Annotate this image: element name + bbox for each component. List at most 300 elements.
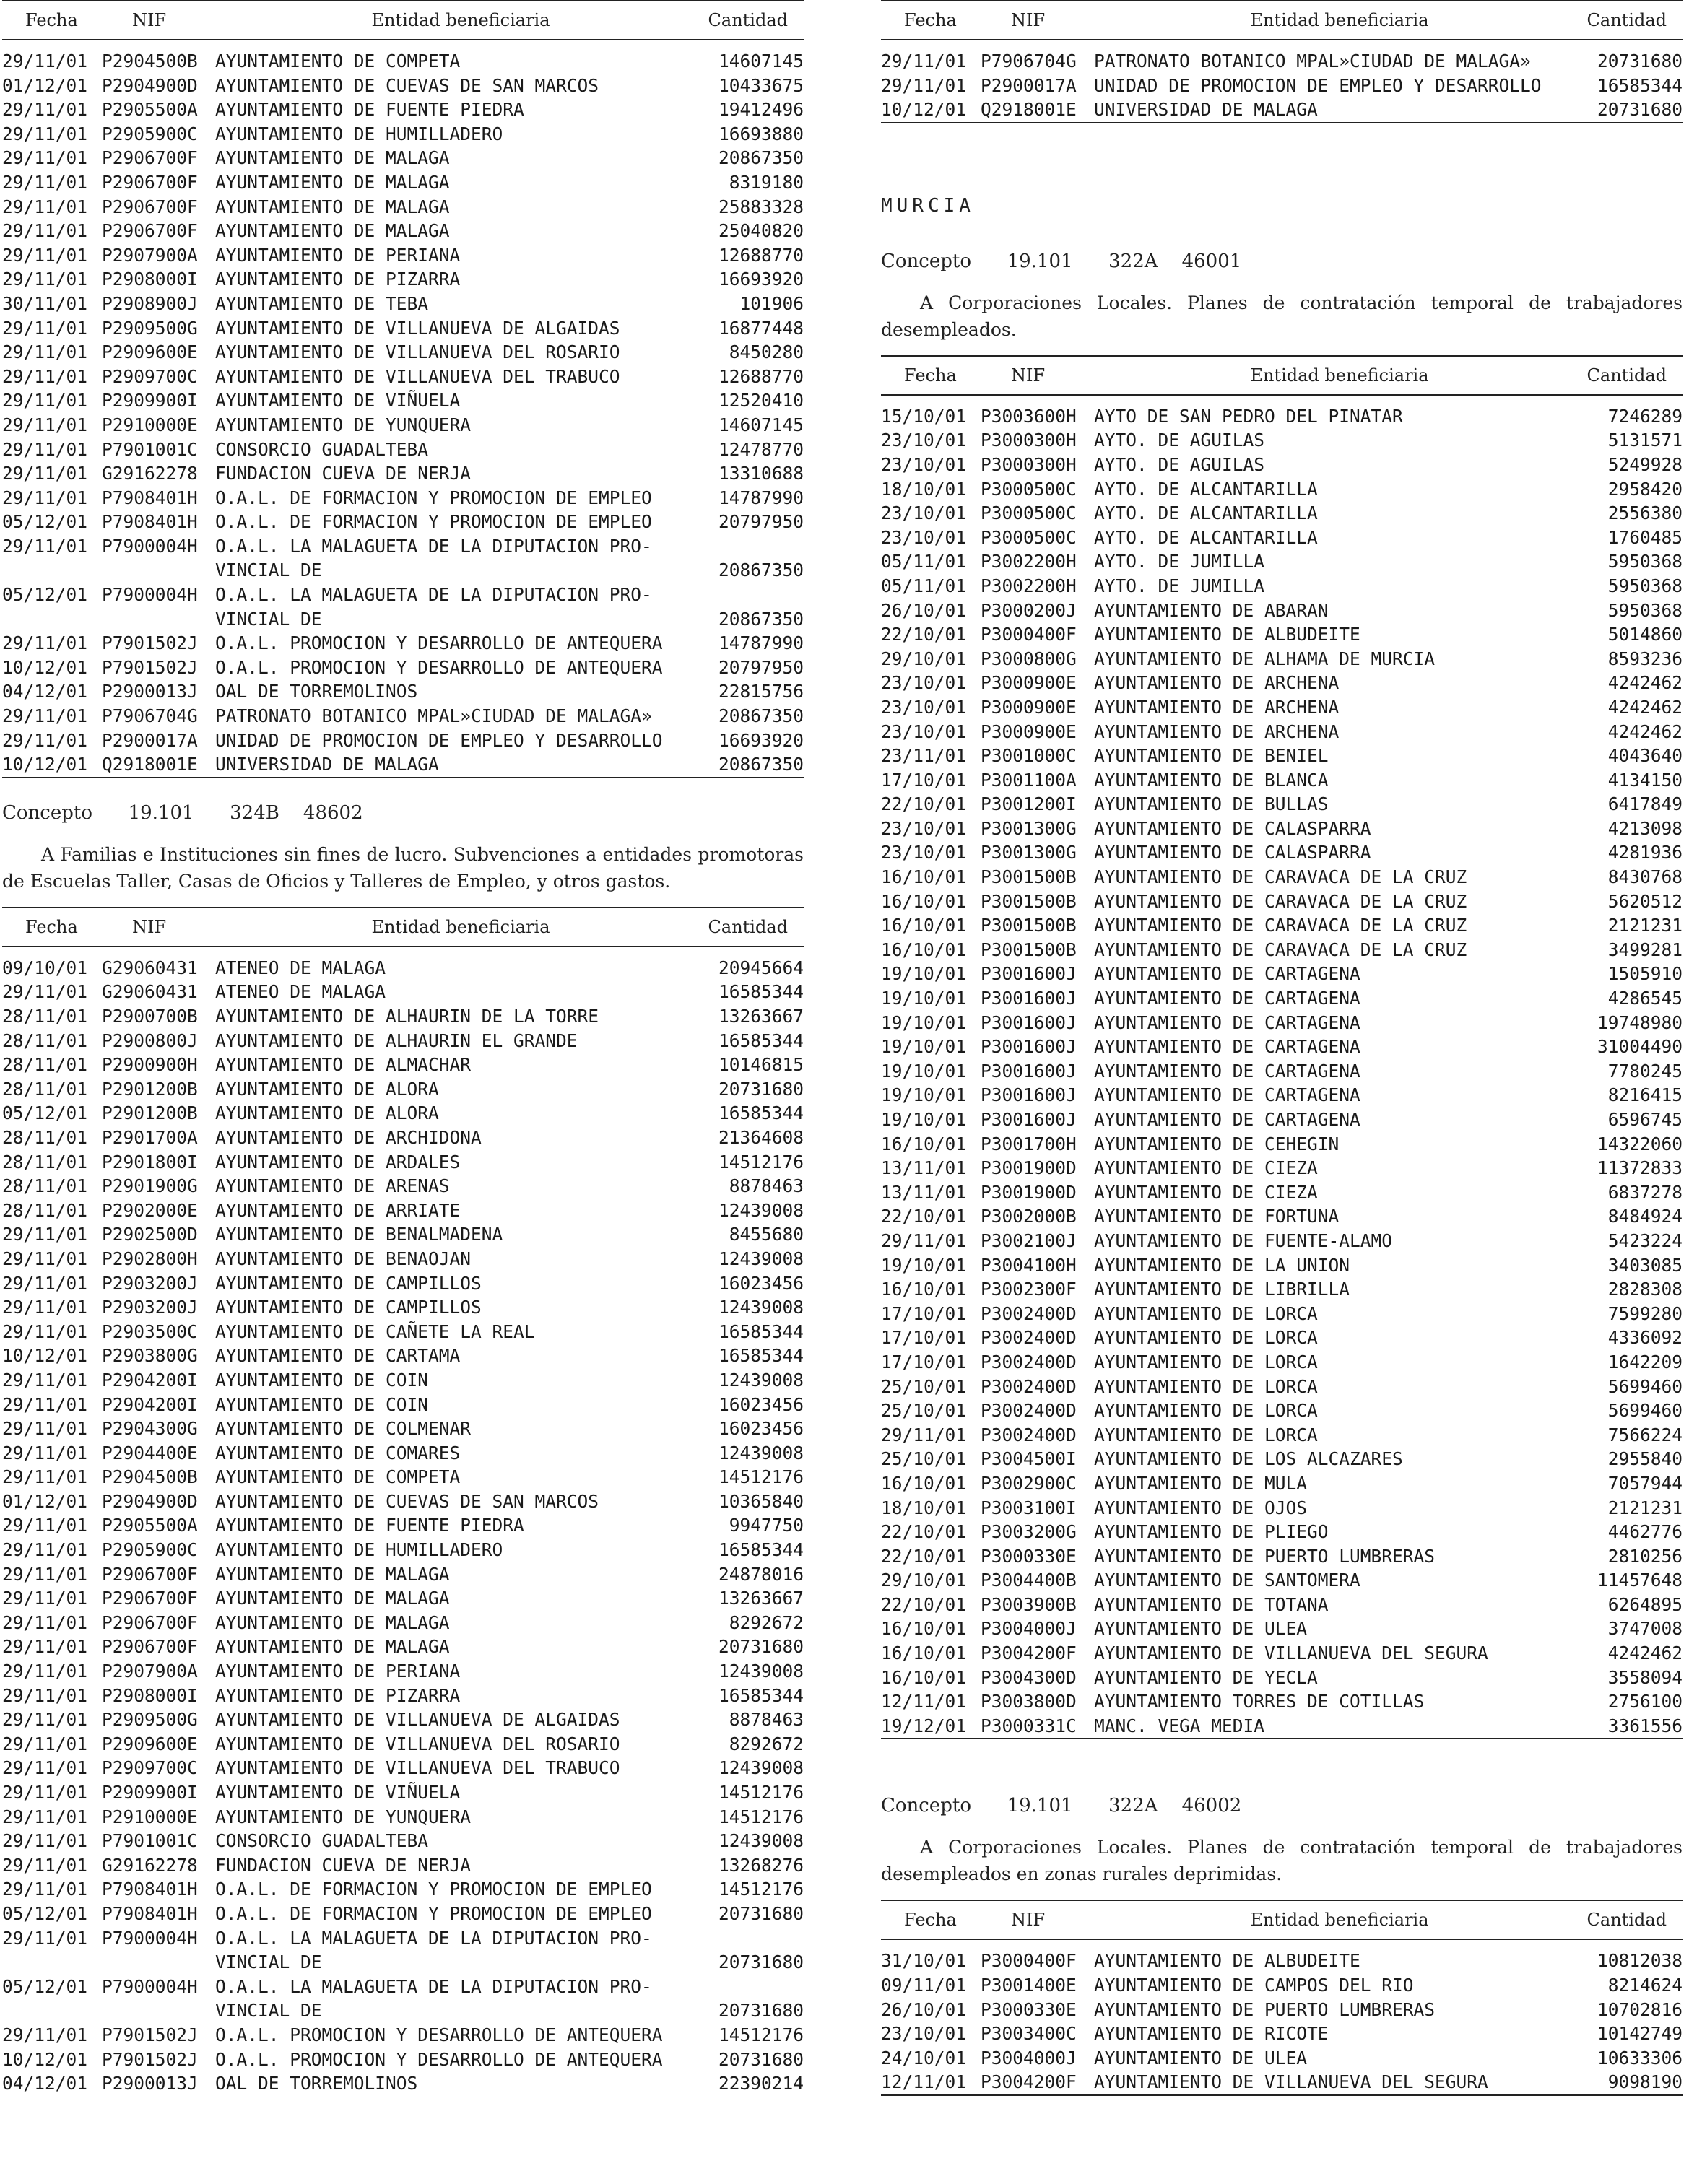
table-row [881,962,1683,986]
row-nif: P3003400C [981,2023,1077,2045]
row-amount: 13310688 [718,463,804,484]
row-amount: 8216415 [1607,1084,1683,1106]
row-date: 16/10/01 [881,866,967,888]
row-entity: AYUNTAMIENTO DE VILLANUEVA DEL SEGURA [1094,1643,1488,1664]
row-nif: P7900004H [102,584,198,606]
table-header-row [881,1900,1683,1939]
table-row [2,1101,804,1126]
row-date: 16/10/01 [881,1618,967,1640]
row-entity: AYUNTAMIENTO DE CAMPILLOS [215,1297,482,1318]
row-entity: AYUNTAMIENTO DE ALMACHAR [215,1054,472,1076]
row-amount: 20797950 [718,511,804,533]
row-date: 15/10/01 [881,405,967,427]
row-entity: AYUNTAMIENTO DE CALASPARRA [1094,842,1371,863]
table-row [2,1368,804,1393]
table-row [881,986,1683,1011]
row-amount: 20867350 [718,560,804,581]
table-row [881,1350,1683,1375]
row-entity: AYUNTAMIENTO DE VIÑUELA [215,1782,461,1803]
row-amount: 12439008 [718,1757,804,1779]
row-date: 29/11/01 [2,1563,88,1585]
row-nif: P3001600J [981,963,1077,985]
table-row [881,428,1683,453]
row-amount: 14512176 [718,1151,804,1173]
table-row [881,1011,1683,1035]
row-entity: AYUNTAMIENTO DE VILLANUEVA DE ALGAIDAS [215,317,620,339]
row-date: 05/12/01 [2,584,88,606]
row-entity: AYUNTAMIENTO DE COMPETA [215,1466,461,1488]
row-nif: P2900900H [102,1054,198,1076]
row-nif: P3001300G [981,817,1077,839]
row-date: 29/11/01 [2,487,88,508]
row-nif: P2904200I [102,1369,198,1391]
table-row [2,1635,804,1659]
grants-table [2,907,804,2096]
row-nif: P3003100I [981,1497,1077,1518]
row-nif: G29060431 [102,957,198,978]
row-date: 10/12/01 [2,2048,88,2070]
row-date: 23/10/01 [881,2023,967,2045]
table-row [2,74,804,98]
row-date: 29/11/01 [2,1539,88,1561]
row-amount: 8593236 [1607,648,1683,669]
row-amount: 4242462 [1607,1643,1683,1664]
row-nif: P2906700F [102,1636,198,1658]
row-amount: 14512176 [718,1879,804,1900]
row-nif: P3001900D [981,1157,1077,1179]
row-date: 29/11/01 [2,981,88,1003]
row-amount: 5423224 [1607,1230,1683,1251]
row-date: 29/11/01 [2,365,88,387]
row-nif: P3000330E [981,1545,1077,1567]
row-amount: 11457648 [1597,1570,1683,1591]
table-row [881,1156,1683,1180]
row-amount: 16693920 [718,269,804,290]
row-entity: AYUNTAMIENTO DE HUMILLADERO [215,123,503,144]
row-nif: P2901800I [102,1151,198,1173]
row-amount: 8878463 [729,1175,804,1197]
table-row [2,656,804,680]
row-date: 29/11/01 [2,1588,88,1609]
row-amount: 21364608 [718,1126,804,1148]
table-row [881,1973,1683,1998]
row-amount: 8319180 [729,171,804,193]
concepto-line: Concepto 19.101 322A 46002 [881,1795,1242,1817]
row-amount: 16023456 [718,1393,804,1415]
row-amount: 1505910 [1607,963,1683,985]
row-nif: P3002400D [981,1400,1077,1422]
row-amount: 14322060 [1597,1133,1683,1154]
row-entity: AYUNTAMIENTO DE ULEA [1094,2047,1308,2068]
row-entity: AYUNTAMIENTO DE MALAGA [215,1636,450,1658]
table-row [881,1326,1683,1350]
column-header-cantidad: Cantidad [708,916,788,937]
table-row [2,1441,804,1466]
row-nif: P2900013J [102,2073,198,2094]
row-nif: P7906704G [981,51,1077,71]
row-amount: 2121231 [1607,915,1683,936]
row-date: 23/10/01 [881,721,967,742]
row-nif: P2905500A [102,1515,198,1536]
row-entity: AYUNTAMIENTO DE BENIEL [1094,745,1329,767]
column-header-cantidad: Cantidad [708,10,788,30]
table-row [881,501,1683,526]
column-header-fecha: Fecha [25,916,78,937]
row-nif: P2907900A [102,244,198,266]
row-date: 29/11/01 [2,1636,88,1658]
row-date: 05/12/01 [2,1102,88,1124]
table-row [881,938,1683,962]
table-row [881,1496,1683,1520]
table-row [2,388,804,413]
concepto-line: Concepto 19.101 322A 46001 [881,250,1242,272]
row-nif: P3001200I [981,793,1077,815]
table-row [2,40,804,74]
left-column [2,0,804,2096]
table-row [881,97,1683,123]
table-row [881,1253,1683,1278]
row-nif: P2906700F [102,1588,198,1609]
row-nif: P3004100H [981,1254,1077,1276]
row-date: 29/11/01 [2,463,88,484]
row-amount: 16585344 [718,1345,804,1367]
row-entity: AYUNTAMIENTO DE CARTAGENA [1094,1036,1360,1058]
table-row [2,97,804,122]
row-date: 29/11/01 [2,220,88,242]
row-nif: P7908401H [102,1902,198,1924]
table-row [2,1780,804,1805]
table-row [2,728,804,753]
row-nif: P3001600J [981,1036,1077,1058]
row-date: 23/10/01 [881,526,967,548]
row-date: 22/10/01 [881,1545,967,1567]
row-amount: 20731680 [718,1078,804,1100]
row-entity: O.A.L. PROMOCION Y DESARROLLO DE ANTEQUERA [215,2024,663,2045]
table-row [881,768,1683,793]
row-nif: P3001500B [981,939,1077,960]
table-row [881,40,1683,74]
row-entity: AYTO. DE AGUILAS [1094,453,1265,475]
row-entity: AYUNTAMIENTO DE BENAOJAN [215,1248,472,1269]
row-entity: PATRONATO BOTANICO MPAL»CIUDAD DE MALAGA» [1094,51,1531,71]
row-amount: 12439008 [718,1248,804,1269]
row-nif: P3001500B [981,915,1077,936]
table-row [2,413,804,438]
row-amount: 4286545 [1607,988,1683,1009]
row-date: 22/10/01 [881,793,967,815]
table-row [881,549,1683,574]
row-amount: 6417849 [1607,793,1683,815]
concept-description: A Corporaciones Locales. Planes de contratación temporal de trabajadores desempleados en zonas rurales deprimidas. [881,1837,1683,1885]
row-nif: P3003900B [981,1593,1077,1615]
row-nif: P3001500B [981,890,1077,912]
table-row [2,1853,804,1878]
row-date: 29/11/01 [2,705,88,727]
row-amount: 4462776 [1607,1521,1683,1543]
row-amount: 20731680 [1597,99,1683,121]
row-amount: 8292672 [729,1733,804,1754]
row-entity: AYUNTAMIENTO DE PIZARRA [215,269,461,290]
row-amount: 16693880 [718,123,804,144]
row-date: 29/11/01 [2,1806,88,1827]
row-amount: 6837278 [1607,1181,1683,1203]
table-row [2,267,804,292]
row-nif: G29162278 [102,463,198,484]
row-nif: P2900700B [102,1006,198,1027]
row-entity: CONSORCIO GUADALTEBA [215,438,429,460]
region-heading: MURCIA [881,194,975,217]
table-row [2,752,804,778]
table-row [2,1975,804,2023]
row-nif: P2901200B [102,1078,198,1100]
column-header-nif: NIF [1011,10,1046,30]
row-entity: AYUNTAMIENTO DE RICOTE [1094,2023,1329,2045]
row-amount: 4281936 [1607,842,1683,863]
row-date: 22/10/01 [881,624,967,645]
row-entity: O.A.L. LA MALAGUETA DE LA DIPUTACION PRO- VINCIAL DE [215,1975,652,2022]
row-entity: UNIDAD DE PROMOCION DE EMPLEO Y DESARROLLO [215,729,663,751]
row-amount: 22815756 [718,681,804,702]
row-date: 29/11/01 [2,1782,88,1803]
row-entity: AYUNTAMIENTO DE LOS ALCAZARES [1094,1448,1403,1470]
row-date: 23/10/01 [881,453,967,475]
table-row [2,1756,804,1780]
row-amount: 5014860 [1607,624,1683,645]
row-date: 19/10/01 [881,988,967,1009]
row-date: 29/11/01 [2,1272,88,1294]
row-entity: AYUNTAMIENTO DE TEBA [215,292,429,314]
table-row [881,1714,1683,1739]
row-entity: AYUNTAMIENTO DE HUMILLADERO [215,1539,503,1561]
row-amount: 2958420 [1607,478,1683,500]
row-nif: P2907900A [102,1661,198,1682]
row-nif: P2901700A [102,1126,198,1148]
row-nif: P3000331C [981,1715,1077,1736]
row-amount: 20867350 [718,705,804,727]
row-date: 29/11/01 [2,1321,88,1342]
row-entity: AYUNTAMIENTO DE CIEZA [1094,1181,1318,1203]
row-entity: AYUNTAMIENTO DE CAÑETE LA REAL [215,1321,535,1342]
row-date: 28/11/01 [2,1126,88,1148]
row-nif: P3001700H [981,1133,1077,1154]
table-row [881,695,1683,720]
table-row [2,1295,804,1320]
row-nif: P3004400B [981,1570,1077,1591]
row-nif: P3001600J [981,1084,1077,1106]
table-row [2,534,804,583]
row-date: 28/11/01 [2,1175,88,1197]
row-nif: P2909500G [102,1709,198,1731]
row-entity: AYUNTAMIENTO DE LORCA [1094,1351,1318,1372]
row-date: 31/10/01 [881,1950,967,1972]
row-amount: 12688770 [718,365,804,387]
row-nif: P2901200B [102,1102,198,1124]
row-amount: 16585344 [718,1102,804,1124]
row-entity: UNIVERSIDAD DE MALAGA [1094,99,1318,121]
row-nif: P3000500C [981,503,1077,524]
row-nif: P3002400D [981,1375,1077,1397]
row-amount: 8430768 [1607,866,1683,888]
row-amount: 20867350 [718,147,804,169]
row-entity: AYUNTAMIENTO DE COLMENAR [215,1418,472,1440]
row-nif: P7901001C [102,438,198,460]
row-entity: AYUNTAMIENTO DE CARTAGENA [1094,1060,1360,1082]
table-row [881,744,1683,768]
table-row [2,316,804,341]
row-date: 16/10/01 [881,890,967,912]
column-header-fecha: Fecha [904,1910,957,1931]
row-date: 29/11/01 [2,390,88,412]
row-nif: P2903500C [102,1321,198,1342]
table-row [881,1593,1683,1617]
row-date: 10/12/01 [881,99,967,121]
row-date: 17/10/01 [881,1302,967,1324]
row-date: 29/11/01 [2,123,88,144]
row-date: 28/11/01 [2,1030,88,1051]
row-nif: P3001600J [981,1109,1077,1130]
row-amount: 2810256 [1607,1545,1683,1567]
row-entity: AYUNTAMIENTO DE PERIANA [215,244,461,266]
row-entity: UNIVERSIDAD DE MALAGA [215,754,439,775]
table-row [881,74,1683,98]
row-amount: 2955840 [1607,1448,1683,1470]
table-row [2,1707,804,1732]
table-row [881,792,1683,817]
column-header-nif: NIF [1011,1910,1046,1931]
row-nif: P2906700F [102,1563,198,1585]
row-date: 19/10/01 [881,1011,967,1033]
row-entity: AYUNTAMIENTO DE VILLANUEVA DEL ROSARIO [215,1733,620,1754]
row-date: 29/11/01 [2,1854,88,1876]
row-date: 28/11/01 [2,1006,88,1027]
table-row [881,1180,1683,1205]
row-entity: AYTO. DE ALCANTARILLA [1094,503,1318,524]
table-row [881,2046,1683,2071]
row-amount: 10633306 [1597,2047,1683,2068]
row-date: 29/11/01 [2,51,88,71]
row-amount: 19748980 [1597,1011,1683,1033]
row-nif: P2906700F [102,220,198,242]
row-nif: P3002400D [981,1327,1077,1349]
row-entity: AYUNTAMIENTO DE CARTAGENA [1094,963,1360,985]
row-date: 19/10/01 [881,1254,967,1276]
row-entity: O.A.L. DE FORMACION Y PROMOCION DE EMPLEO [215,1879,652,1900]
row-amount: 13263667 [718,1588,804,1609]
row-nif: P3002400D [981,1351,1077,1372]
table-row [2,1562,804,1587]
row-entity: AYUNTAMIENTO DE LORCA [1094,1327,1318,1349]
grants-table [881,355,1683,1740]
row-entity: O.A.L. LA MALAGUETA DE LA DIPUTACION PRO- VINCIAL DE [215,1927,652,1973]
row-nif: P2906700F [102,1611,198,1633]
row-entity: AYUNTAMIENTO DE LORCA [1094,1400,1318,1422]
row-date: 29/11/01 [881,1424,967,1445]
row-nif: Q2918001E [102,754,198,775]
table-header-row [2,908,804,947]
row-date: 19/10/01 [881,1109,967,1130]
row-nif: P2905900C [102,1539,198,1561]
row-entity: AYUNTAMIENTO DE MALAGA [215,220,450,242]
row-entity: UNIDAD DE PROMOCION DE EMPLEO Y DESARROLLO [1094,74,1542,96]
row-date: 16/10/01 [881,1279,967,1300]
table-row [2,243,804,268]
row-amount: 14512176 [718,1466,804,1488]
table-row [2,122,804,147]
row-date: 28/11/01 [2,1078,88,1100]
row-entity: AYUNTAMIENTO DE ALHAURIN DE LA TORRE [215,1006,599,1027]
row-amount: 8450280 [729,341,804,363]
row-nif: P2905500A [102,99,198,121]
row-nif: P2904900D [102,74,198,96]
row-amount: 16585344 [718,1030,804,1051]
row-date: 05/12/01 [2,511,88,533]
row-date: 28/11/01 [2,1054,88,1076]
table-row [881,1035,1683,1059]
row-amount: 22390214 [718,2073,804,2094]
row-entity: AYUNTAMIENTO DE FUENTE-ALAMO [1094,1230,1393,1251]
table-row [2,1513,804,1538]
row-nif: P3000400F [981,1950,1077,1972]
row-nif: P3000900E [981,672,1077,694]
row-date: 16/10/01 [881,1666,967,1688]
row-amount: 9947750 [729,1515,804,1536]
row-date: 16/10/01 [881,1472,967,1494]
row-date: 13/11/01 [881,1157,967,1179]
column-header-nif: NIF [132,10,167,30]
row-amount: 8455680 [729,1224,804,1245]
table-row [2,292,804,316]
row-date: 29/11/01 [2,341,88,363]
row-nif: P7900004H [102,535,198,557]
row-date: 24/10/01 [881,2047,967,2068]
row-nif: P2904300G [102,1418,198,1440]
row-entity: AYUNTAMIENTO DE ARDALES [215,1151,461,1173]
row-amount: 12439008 [718,1442,804,1463]
table-row [881,1132,1683,1157]
table-row [881,1544,1683,1569]
concept-description: A Corporaciones Locales. Planes de contratación temporal de trabajadores desempleados. [881,292,1683,340]
table-row [881,2070,1683,2095]
row-entity: AYUNTAMIENTO DE PUERTO LUMBRERAS [1094,1545,1436,1567]
row-amount: 7246289 [1607,405,1683,427]
row-date: 28/11/01 [2,1199,88,1221]
row-entity: AYUNTAMIENTO DE CAMPOS DEL RIO [1094,1975,1414,1996]
grants-table [881,0,1683,123]
row-date: 16/10/01 [881,1133,967,1154]
table-row [881,1083,1683,1108]
table-row [881,817,1683,841]
table-row [2,365,804,389]
row-date: 29/11/01 [2,1830,88,1852]
row-date: 23/10/01 [881,817,967,839]
row-entity: AYUNTAMIENTO DE FORTUNA [1094,1206,1340,1227]
row-nif: P3002200H [981,575,1077,596]
row-date: 29/11/01 [2,1224,88,1245]
row-amount: 16877448 [718,317,804,339]
row-date: 16/10/01 [881,939,967,960]
row-nif: P7901502J [102,2024,198,2045]
row-date: 29/11/01 [2,1733,88,1754]
row-nif: P3000900E [981,696,1077,718]
right-column [881,0,1683,2096]
row-date: 01/12/01 [2,1490,88,1512]
row-entity: ATENEO DE MALAGA [215,981,386,1003]
row-amount: 31004490 [1597,1036,1683,1058]
row-entity: AYUNTAMIENTO DE LIBRILLA [1094,1279,1350,1300]
row-date: 10/12/01 [2,1345,88,1367]
row-entity: AYUNTAMIENTO DE BENALMADENA [215,1224,503,1245]
row-nif: P2904400E [102,1442,198,1463]
